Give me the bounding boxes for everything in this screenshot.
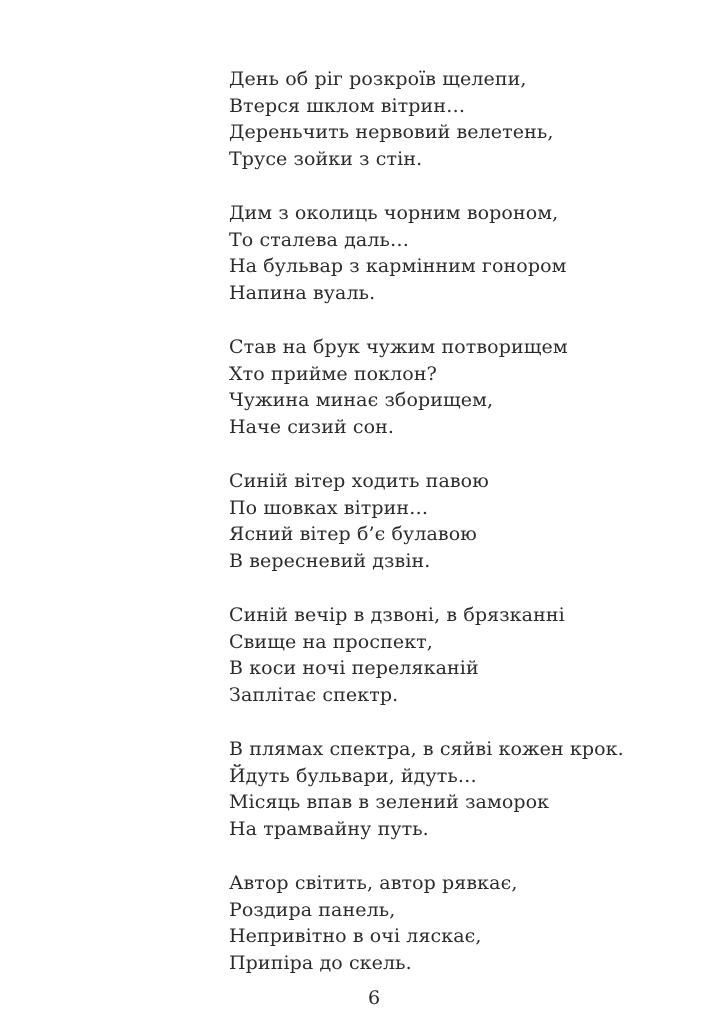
stanza-3 — [229, 334, 689, 440]
poem-line: Автор світить, автор рявкає, — [229, 872, 518, 894]
poem-line: Напина вуаль. — [229, 281, 376, 304]
poem-line: Втерся шклом вітрин… — [229, 94, 466, 117]
poem-line: Трусе зойки з стін. — [229, 147, 423, 170]
page-number: 6 — [367, 987, 381, 1009]
poem-line: Свище на проспект, — [229, 630, 433, 653]
poem-line: Заплітає спектр. — [229, 683, 399, 706]
poem-line: Дим з околиць чорним вороном, — [229, 202, 559, 224]
poem-line: Синій вечір в дзвоні, в брязканні — [229, 604, 565, 626]
poem-line: В вересневий дзвін. — [229, 549, 431, 572]
poem-line: Хто прийме поклон? — [229, 362, 437, 385]
poem-line: Наче сизий сон. — [229, 415, 395, 438]
poem-line: То сталева даль… — [229, 228, 410, 251]
poem-line: Дереньчить нервовий велетень, — [229, 121, 554, 143]
poem-line: В коси ночі переляканій — [229, 657, 479, 679]
poem-line: День об ріг розкроїв щелепи, — [229, 68, 527, 90]
stanza-4 — [229, 468, 689, 574]
poem-line: Став на брук чужим потворищем — [229, 336, 568, 358]
stanza-2 — [229, 200, 689, 306]
poem-line: На бульвар з кармінним гонором — [229, 255, 567, 277]
poem-line: В плямах спектра, в сяйві кожен крок. — [229, 738, 624, 760]
poem-line: Йдуть бульвари, йдуть… — [229, 764, 477, 787]
poem — [229, 66, 689, 1004]
poem-line: Місяць впав в зелений заморок — [229, 791, 550, 813]
poem-line: Припіра до скель. — [229, 951, 412, 974]
poem-line: Ясний вітер б’є булавою — [229, 523, 477, 545]
stanza-1 — [229, 66, 689, 172]
poem-line: Синій вітер ходить павою — [229, 470, 489, 492]
poem-line: Чужина минає зборищем, — [229, 389, 494, 411]
poem-line: На трамвайну путь. — [229, 817, 429, 840]
stanza-6 — [229, 736, 689, 842]
poem-line: Роздира панель, — [229, 898, 396, 921]
poem-line: Непривітно в очі ляскає, — [229, 925, 482, 947]
poem-line: По шовках вітрин… — [229, 496, 429, 519]
stanza-7 — [229, 870, 689, 976]
stanza-5 — [229, 602, 689, 708]
